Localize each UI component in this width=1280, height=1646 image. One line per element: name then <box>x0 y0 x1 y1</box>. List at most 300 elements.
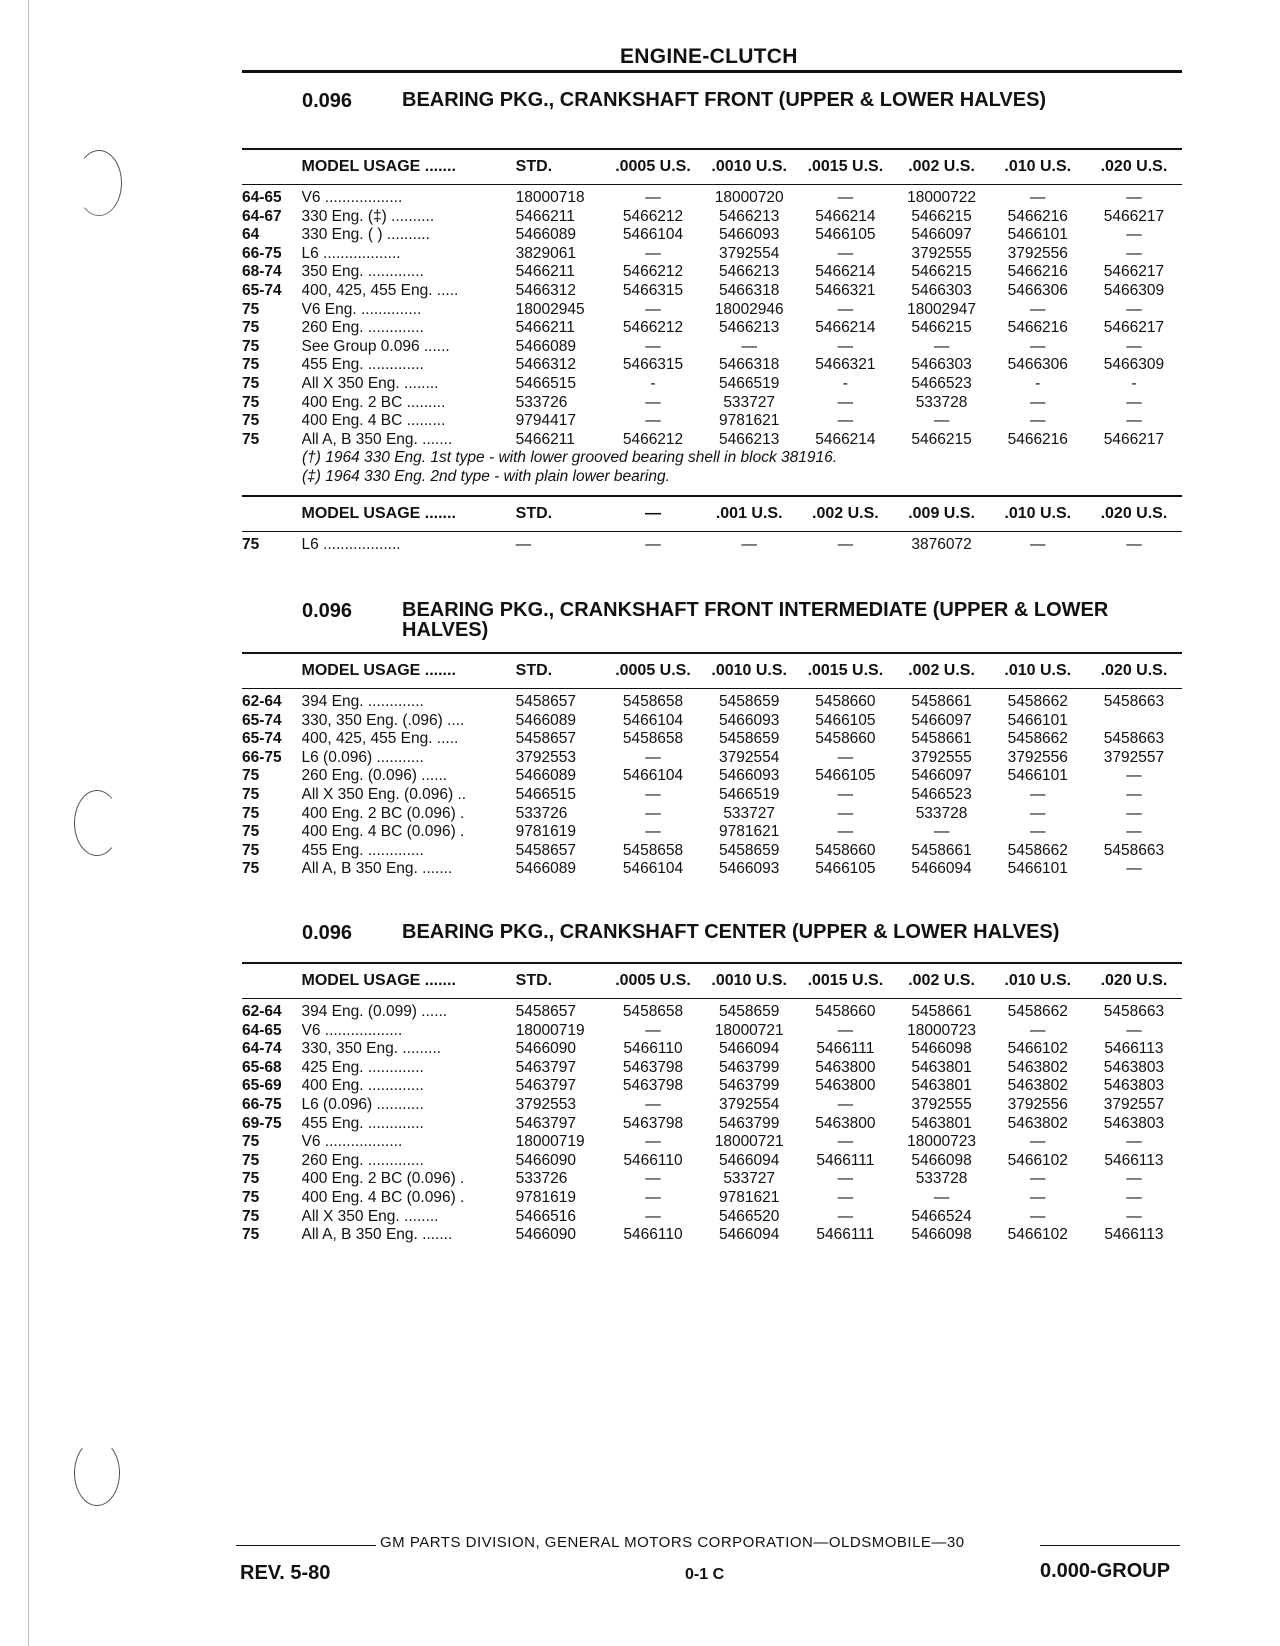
part-number-undersize: 5466094 <box>719 1226 780 1244</box>
table-row <box>242 282 1182 301</box>
part-number-undersize: 3792557 <box>1103 1095 1165 1113</box>
column-header: .010 U.S. <box>1004 504 1072 522</box>
part-number-undersize: 5463800 <box>815 1077 876 1095</box>
part-number-undersize: 9781621 <box>719 412 780 430</box>
model-usage: 400 Eng. 2 BC (0.096) . <box>301 1170 465 1188</box>
table-row <box>242 375 1182 394</box>
part-number-undersize: 5458663 <box>1103 693 1165 710</box>
model-years: 66-75 <box>242 244 282 262</box>
part-number-undersize: 3792557 <box>1103 748 1165 766</box>
part-number-undersize: 5466101 <box>1007 860 1068 878</box>
part-number-undersize: 5466215 <box>911 207 972 225</box>
part-number-undersize: 5466217 <box>1103 207 1165 225</box>
section-number: 0.096 <box>302 90 353 112</box>
part-number-std: 533726 <box>515 393 568 411</box>
model-usage: V6 .................. <box>301 1133 403 1151</box>
part-number-std: 5463797 <box>515 1058 577 1076</box>
part-number-undersize: 5463800 <box>815 1114 876 1132</box>
part-number-std: 5466090 <box>515 1226 577 1244</box>
part-number-undersize: 5466102 <box>1007 1151 1068 1169</box>
part-number-undersize: 5466214 <box>815 430 876 448</box>
table-row <box>242 1096 1182 1115</box>
part-number-undersize: 5458663 <box>1103 1003 1165 1020</box>
part-number-undersize: — <box>1030 1207 1046 1225</box>
part-number-undersize: — <box>837 823 854 841</box>
part-number-undersize: — <box>741 337 757 355</box>
part-number-undersize: 5466213 <box>719 207 780 225</box>
table-row <box>242 842 1182 861</box>
part-number-undersize: 5466212 <box>622 319 684 337</box>
model-usage: 330 Eng. ( ) .......... <box>301 226 430 244</box>
part-number-undersize: 5458660 <box>815 841 876 859</box>
part-number-undersize: 5466217 <box>1103 430 1165 448</box>
part-number-undersize: 3792556 <box>1007 1095 1068 1113</box>
table-row <box>242 1133 1182 1152</box>
section-crankshaft-front-intermediate <box>242 600 1182 879</box>
model-usage: 394 Eng. (0.099) ...... <box>301 1003 448 1020</box>
part-number-undersize: 533728 <box>915 393 968 411</box>
table-row <box>242 1059 1182 1078</box>
part-number-undersize: 5458660 <box>815 693 876 710</box>
model-years: 64-65 <box>242 189 282 206</box>
part-number-undersize: 5466215 <box>911 430 972 448</box>
part-number-undersize: 9781621 <box>719 1188 780 1206</box>
model-years: 64-67 <box>242 207 282 225</box>
model-years: 69-75 <box>242 1114 282 1132</box>
section-crankshaft-front <box>242 80 1182 554</box>
part-number-undersize: — <box>837 244 854 262</box>
part-number-undersize: — <box>1030 189 1046 206</box>
part-number-undersize: 5463803 <box>1103 1114 1165 1132</box>
part-number-undersize: — <box>645 1170 661 1188</box>
footer-rule <box>1040 1545 1180 1546</box>
part-number-undersize: 5466303 <box>911 356 972 374</box>
part-number-std: 5466089 <box>515 226 577 244</box>
part-number-undersize: 5463803 <box>1103 1058 1165 1076</box>
part-number-undersize: — <box>933 1188 950 1206</box>
part-number-undersize: — <box>837 785 854 803</box>
part-number-std: 5466089 <box>515 767 577 785</box>
part-number-undersize: 5466213 <box>719 263 780 281</box>
model-years: 75 <box>242 785 260 803</box>
part-number-undersize: — <box>933 337 950 355</box>
model-usage: 455 Eng. ............. <box>301 1114 424 1132</box>
part-number-undersize: — <box>1030 1133 1046 1151</box>
part-number-undersize: — <box>1126 189 1142 206</box>
part-number-undersize: — <box>1126 412 1142 430</box>
table-header-row <box>242 150 1182 184</box>
model-years: 64-74 <box>242 1040 282 1058</box>
page-number: 0-1 C <box>685 1566 725 1583</box>
part-number-undersize: 5466318 <box>719 356 780 374</box>
part-number-undersize: 5458661 <box>911 1003 972 1020</box>
part-number-undersize: 3792555 <box>911 1095 972 1113</box>
part-number-undersize: 18000723 <box>907 1021 977 1039</box>
part-number-undersize: — <box>1126 1133 1142 1151</box>
part-number-std: 5458657 <box>515 1003 577 1020</box>
part-number-undersize: — <box>933 823 950 841</box>
part-number-undersize: — <box>645 393 661 411</box>
table-rule <box>242 688 1182 689</box>
part-number-undersize: 5466098 <box>911 1226 972 1244</box>
part-number-std: 5466515 <box>515 374 577 392</box>
part-number-undersize: 5458660 <box>815 730 876 748</box>
table-rule <box>242 184 1182 185</box>
footer-rule <box>236 1545 376 1546</box>
column-header: .0005 U.S. <box>615 662 691 679</box>
part-number-undersize: 5458659 <box>719 1003 780 1020</box>
part-number-undersize: 5458662 <box>1007 693 1068 710</box>
table-row <box>242 1208 1182 1227</box>
model-usage: All A, B 350 Eng. ....... <box>301 430 453 448</box>
table-row <box>242 338 1182 357</box>
part-number-undersize: 18002947 <box>907 300 977 318</box>
model-years: 75 <box>242 393 260 411</box>
part-number-undersize: 5466216 <box>1007 263 1068 281</box>
model-years: 75 <box>242 535 260 553</box>
model-usage: All X 350 Eng. ........ <box>301 374 439 392</box>
part-number-undersize: — <box>837 748 854 766</box>
model-usage: See Group 0.096 ...... <box>301 337 450 355</box>
model-years: 65-69 <box>242 1077 282 1095</box>
column-header: .0015 U.S. <box>807 972 884 989</box>
part-number-undersize: — <box>1030 804 1046 822</box>
part-number-undersize: 5466217 <box>1103 263 1165 281</box>
model-years: 66-75 <box>242 1095 282 1113</box>
part-number-undersize: 5466098 <box>911 1151 972 1169</box>
model-years: 75 <box>242 1226 260 1244</box>
part-number-std: 5466090 <box>515 1151 577 1169</box>
table-row <box>242 189 1182 208</box>
column-header: MODEL USAGE ....... <box>301 504 456 522</box>
footer-text: GM PARTS DIVISION, GENERAL MOTORS CORPORATION—OLDSMOBILE—30 <box>380 1534 965 1551</box>
part-number-undersize: 5466105 <box>815 711 876 729</box>
parts-table <box>242 497 1182 555</box>
part-number-undersize: — <box>645 337 661 355</box>
part-number-undersize: — <box>1126 860 1142 878</box>
model-years: 75 <box>242 430 260 448</box>
model-usage: L6 (0.096) ........... <box>301 1095 424 1113</box>
part-number-undersize: — <box>645 804 661 822</box>
table-row <box>242 730 1182 749</box>
part-number-undersize: 5466303 <box>911 281 972 299</box>
model-usage: 260 Eng. ............. <box>301 1151 424 1169</box>
column-header: .010 U.S. <box>1004 158 1072 175</box>
part-number-std: — <box>515 535 532 553</box>
header-rule <box>242 70 1182 73</box>
part-number-std: 5458657 <box>515 730 577 748</box>
model-years: 68-74 <box>242 263 282 281</box>
binder-hole <box>76 150 122 216</box>
part-number-undersize: 5466094 <box>911 860 972 878</box>
column-header: .020 U.S. <box>1100 158 1168 175</box>
parts-table <box>242 654 1182 879</box>
model-usage: 330 Eng. (‡) .......... <box>301 207 435 225</box>
part-number-undersize: 5466110 <box>623 1040 683 1058</box>
part-number-undersize: 5466101 <box>1007 767 1068 785</box>
column-header: MODEL USAGE ....... <box>301 972 456 989</box>
part-number-std: 5463797 <box>515 1114 577 1132</box>
part-number-undersize: 18000723 <box>907 1133 977 1151</box>
part-number-undersize: 5458658 <box>622 841 684 859</box>
model-years: 75 <box>242 823 260 841</box>
part-number-undersize: 18000722 <box>907 189 977 206</box>
column-header: .002 U.S. <box>908 972 975 989</box>
part-number-undersize: 5466214 <box>815 207 876 225</box>
part-number-std: 3792553 <box>515 1095 577 1113</box>
model-usage: 400 Eng. ............. <box>301 1077 424 1095</box>
table-row <box>242 805 1182 824</box>
table-row <box>242 1115 1182 1134</box>
part-number-undersize: — <box>645 1207 661 1225</box>
part-number-undersize: 5466309 <box>1103 356 1165 374</box>
model-usage: 400, 425, 455 Eng. ..... <box>301 281 459 299</box>
table-header-row <box>242 654 1182 688</box>
part-number-undersize: — <box>837 1170 854 1188</box>
part-number-undersize: — <box>1126 226 1142 244</box>
part-number-std: 5466090 <box>515 1040 577 1058</box>
model-usage: All X 350 Eng. ........ <box>301 1207 439 1225</box>
part-number-undersize: — <box>645 748 661 766</box>
part-number-undersize: — <box>837 1095 854 1113</box>
part-number-undersize: 5466094 <box>719 1151 780 1169</box>
part-number-undersize: 5466097 <box>911 767 972 785</box>
part-number-undersize: 5466212 <box>622 207 684 225</box>
part-number-undersize: — <box>645 785 661 803</box>
model-years: 75 <box>242 1170 260 1188</box>
part-number-undersize: — <box>645 1188 661 1206</box>
part-number-undersize: 5463799 <box>719 1114 780 1132</box>
model-usage: 455 Eng. ............. <box>301 356 424 374</box>
part-number-std: 5466515 <box>515 785 577 803</box>
footnote: (†) 1964 330 Eng. 1st type - with lower grooved bearing shell in block 381916. <box>302 449 838 467</box>
part-number-std: 5463797 <box>515 1077 577 1095</box>
model-usage: 425 Eng. ............. <box>301 1058 424 1076</box>
section-crankshaft-center <box>242 922 1182 1245</box>
part-number-undersize: 5466523 <box>911 374 972 392</box>
part-number-undersize: — <box>645 535 661 553</box>
part-number-undersize: 5466101 <box>1007 711 1068 729</box>
part-number-std: 5466312 <box>515 356 577 374</box>
model-years: 75 <box>242 412 260 430</box>
part-number-undersize: 5466111 <box>816 1151 875 1169</box>
part-number-undersize: 5466318 <box>719 281 780 299</box>
part-number-undersize: 5458658 <box>622 730 684 748</box>
part-number-undersize: — <box>1030 412 1046 430</box>
part-number-std: 5466211 <box>515 207 575 225</box>
part-number-std: 5466312 <box>515 281 577 299</box>
part-number-undersize: — <box>837 412 854 430</box>
part-number-undersize: 3792554 <box>719 244 780 262</box>
part-number-undersize: 5466306 <box>1007 281 1068 299</box>
table-row <box>242 245 1182 264</box>
part-number-undersize: 5466113 <box>1104 1226 1164 1244</box>
part-number-undersize: 5458659 <box>719 841 780 859</box>
column-header: .0015 U.S. <box>807 662 884 679</box>
part-number-undersize: 5466309 <box>1103 281 1165 299</box>
table-row <box>242 786 1182 805</box>
part-number-undersize: 5466520 <box>719 1207 780 1225</box>
part-number-undersize: — <box>1030 1021 1046 1039</box>
part-number-undersize: — <box>1126 1021 1142 1039</box>
column-header: .002 U.S. <box>812 504 879 522</box>
part-number-undersize: — <box>645 244 661 262</box>
table-row <box>242 1189 1182 1208</box>
model-years: 75 <box>242 319 260 337</box>
part-number-undersize: — <box>1030 337 1046 355</box>
table-row <box>242 1170 1182 1189</box>
part-number-undersize: 5458662 <box>1007 1003 1068 1020</box>
column-header: .002 U.S. <box>908 662 975 679</box>
section-title: BEARING PKG., CRANKSHAFT FRONT (UPPER & LOWER HALVES) <box>402 89 1047 111</box>
part-number-undersize: 5458662 <box>1007 841 1068 859</box>
part-number-std: 3792553 <box>515 748 577 766</box>
model-years: 66-75 <box>242 748 282 766</box>
part-number-std: 5466211 <box>515 263 575 281</box>
table-row <box>242 712 1182 731</box>
part-number-undersize: 5458661 <box>911 693 972 710</box>
part-number-undersize: — <box>645 1133 661 1151</box>
part-number-undersize: 5466104 <box>622 226 684 244</box>
part-number-undersize: 5463798 <box>622 1058 684 1076</box>
part-number-undersize: — <box>1126 535 1142 553</box>
part-number-undersize: 5463798 <box>622 1114 684 1132</box>
model-usage: 260 Eng. (0.096) ...... <box>301 767 448 785</box>
part-number-undersize: 5466113 <box>1104 1151 1164 1169</box>
binder-hole <box>74 1440 120 1506</box>
part-number-undersize: 5458658 <box>622 693 684 710</box>
part-number-undersize: 533727 <box>723 1170 776 1188</box>
table-row <box>242 749 1182 768</box>
part-number-undersize: — <box>1126 244 1142 262</box>
part-number-undersize: 3792554 <box>719 748 780 766</box>
model-years: 75 <box>242 767 260 785</box>
part-number-undersize: — <box>837 1188 854 1206</box>
part-number-undersize: 5466093 <box>719 226 780 244</box>
table-row <box>242 412 1182 431</box>
part-number-undersize: — <box>837 337 854 355</box>
part-number-undersize: 3792555 <box>911 244 972 262</box>
column-header: STD. <box>515 158 553 175</box>
part-number-undersize: 5466105 <box>815 860 876 878</box>
part-number-undersize: 5466519 <box>719 785 780 803</box>
model-years: 75 <box>242 337 260 355</box>
part-number-undersize: 3876072 <box>911 535 972 553</box>
part-number-undersize: 5458659 <box>719 693 780 710</box>
model-years: 64 <box>242 226 260 244</box>
part-number-undersize: — <box>1126 337 1142 355</box>
part-number-undersize: — <box>837 393 854 411</box>
part-number-undersize: — <box>741 535 757 553</box>
table-row <box>242 208 1182 227</box>
column-header: STD. <box>515 972 553 989</box>
column-header: .001 U.S. <box>715 504 783 522</box>
part-number-std: 5466089 <box>515 711 577 729</box>
part-number-undersize: 5466097 <box>911 711 972 729</box>
model-years: 62-64 <box>242 1003 282 1020</box>
part-number-undersize: — <box>1030 300 1046 318</box>
part-number-std: 9781619 <box>515 823 577 841</box>
part-number-undersize: 5463800 <box>815 1058 876 1076</box>
part-number-undersize: — <box>645 300 661 318</box>
part-number-undersize: — <box>1126 300 1142 318</box>
part-number-std: 18002945 <box>515 300 585 318</box>
part-number-undersize: — <box>1126 804 1142 822</box>
model-usage: 400 Eng. 4 BC ......... <box>301 412 446 430</box>
part-number-undersize: — <box>645 189 661 206</box>
part-number-undersize: 5466093 <box>719 860 780 878</box>
part-number-undersize: 18000721 <box>714 1021 784 1039</box>
model-usage: All A, B 350 Eng. ....... <box>301 860 453 878</box>
table-header-row <box>242 497 1182 531</box>
model-usage: All X 350 Eng. (0.096) .. <box>301 785 467 803</box>
part-number-std: 5466211 <box>515 319 575 337</box>
table-row <box>242 1022 1182 1041</box>
part-number-undersize: 5463801 <box>911 1058 972 1076</box>
part-number-undersize: 533727 <box>723 804 776 822</box>
page-title: ENGINE-CLUTCH <box>620 45 798 68</box>
part-number-undersize: 5466098 <box>911 1040 972 1058</box>
part-number-undersize: — <box>1030 1188 1046 1206</box>
part-number-undersize: 5466217 <box>1103 319 1165 337</box>
part-number-undersize: 5466321 <box>815 281 876 299</box>
model-years: 65-68 <box>242 1058 282 1076</box>
part-number-undersize: 5466105 <box>815 226 876 244</box>
model-years: 75 <box>242 841 260 859</box>
model-usage: 400 Eng. 4 BC (0.096) . <box>301 1188 465 1206</box>
part-number-undersize: 5466213 <box>719 430 780 448</box>
part-number-undersize: 3792556 <box>1007 244 1068 262</box>
table-row <box>242 767 1182 786</box>
model-usage: L6 (0.096) ........... <box>301 748 424 766</box>
parts-table <box>242 964 1182 1245</box>
part-number-undersize: 18000720 <box>714 189 784 206</box>
part-number-undersize: — <box>1030 535 1046 553</box>
part-number-undersize: 3792555 <box>911 748 972 766</box>
part-number-undersize: 5463803 <box>1103 1077 1165 1095</box>
column-header: .020 U.S. <box>1100 662 1168 679</box>
part-number-undersize: — <box>933 412 950 430</box>
part-number-undersize: 533728 <box>915 1170 968 1188</box>
part-number-undersize: — <box>1126 785 1142 803</box>
part-number-undersize: 9781621 <box>719 823 780 841</box>
model-usage: V6 Eng. .............. <box>301 300 422 318</box>
part-number-undersize: — <box>1030 1170 1046 1188</box>
model-usage: 455 Eng. ............. <box>301 841 424 859</box>
table-row <box>242 431 1182 450</box>
part-number-undersize: 5466215 <box>911 263 972 281</box>
column-header: .010 U.S. <box>1004 662 1072 679</box>
part-number-undersize: - <box>650 374 656 392</box>
model-years: 75 <box>242 300 260 318</box>
part-number-std: 9781619 <box>515 1188 577 1206</box>
table-header-row <box>242 964 1182 998</box>
part-number-std: 5458657 <box>515 841 577 859</box>
part-number-undersize: 5458660 <box>815 1003 876 1020</box>
part-number-undersize: 5458663 <box>1103 841 1165 859</box>
model-years: 75 <box>242 1188 260 1206</box>
part-number-undersize: — <box>1126 823 1142 841</box>
part-number-std: 533726 <box>515 804 568 822</box>
part-number-undersize: 5466524 <box>911 1207 972 1225</box>
model-years: 75 <box>242 356 260 374</box>
part-number-undersize: 5466306 <box>1007 356 1068 374</box>
section-number: 0.096 <box>302 922 353 944</box>
model-usage: 400 Eng. 2 BC (0.096) . <box>301 804 465 822</box>
model-usage: L6 .................. <box>301 535 401 553</box>
column-header: MODEL USAGE ....... <box>301 158 456 175</box>
part-number-undersize: — <box>1030 785 1046 803</box>
